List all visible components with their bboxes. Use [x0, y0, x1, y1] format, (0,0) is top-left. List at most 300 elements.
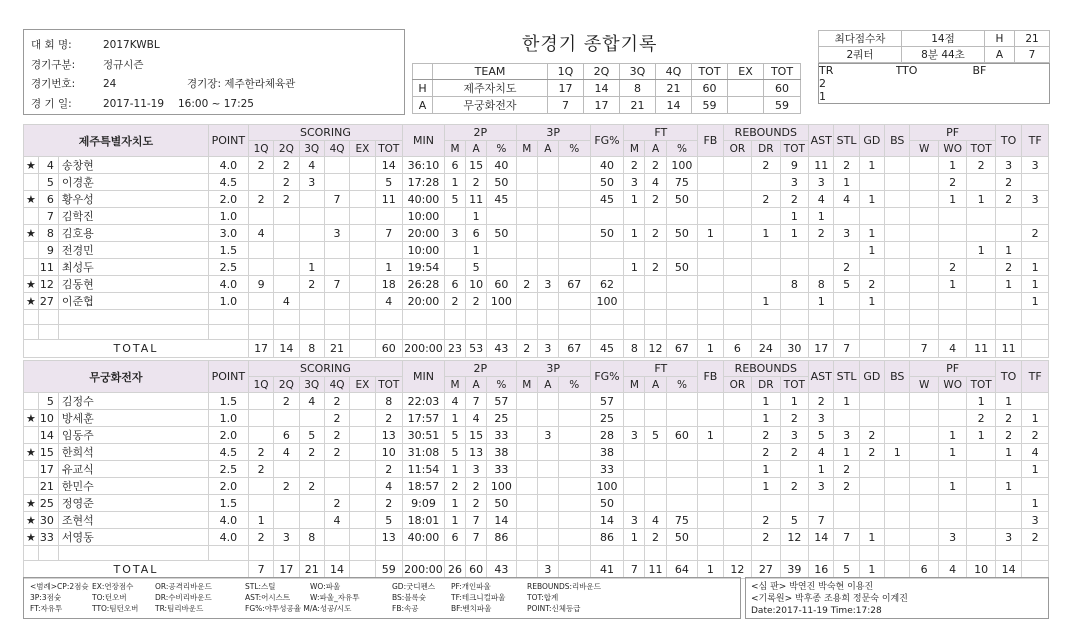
stat-cell: 33	[487, 461, 517, 478]
stat-cell: 2	[967, 410, 996, 427]
stat-cell: 2	[834, 461, 859, 478]
column-subheader: %	[666, 141, 698, 157]
stat-cell	[859, 174, 884, 191]
stat-cell	[910, 242, 939, 259]
stat-cell	[274, 495, 299, 512]
stat-cell: 40:00	[403, 529, 445, 546]
stat-cell	[558, 225, 590, 242]
stat-cell	[723, 478, 752, 495]
stat-cell	[723, 427, 752, 444]
stat-cell	[208, 546, 248, 561]
stat-cell	[403, 546, 445, 561]
stat-cell: 1	[780, 208, 809, 225]
stat-cell	[666, 495, 698, 512]
stat-cell	[208, 325, 248, 340]
stat-cell: 4	[299, 157, 324, 174]
stat-cell	[645, 546, 666, 561]
stat-cell	[516, 512, 537, 529]
starter-mark	[24, 208, 39, 225]
stat-cell: 2	[752, 157, 781, 174]
stat-cell: 2.0	[208, 191, 248, 208]
stat-cell	[558, 495, 590, 512]
total-cell: 3	[537, 340, 558, 358]
stat-cell	[910, 174, 939, 191]
stat-cell: 50	[487, 174, 517, 191]
column-subheader: TOT	[375, 377, 402, 393]
stat-cell	[967, 325, 996, 340]
stat-cell	[487, 242, 517, 259]
player-name: 이경훈	[58, 174, 208, 191]
legend-item: PF:개인파울	[451, 582, 491, 591]
info-label: 경기번호:	[31, 78, 76, 90]
total-cell: 11	[995, 340, 1021, 358]
stat-cell: 45	[487, 191, 517, 208]
stat-cell	[834, 242, 859, 259]
stat-cell	[350, 259, 375, 276]
total-cell: 10	[967, 561, 996, 579]
stat-cell	[537, 174, 558, 191]
stat-cell	[910, 478, 939, 495]
stat-cell: 14	[809, 529, 834, 546]
total-cell: 45	[590, 340, 624, 358]
stat-cell	[780, 259, 809, 276]
total-cell: 14	[995, 561, 1021, 579]
stat-cell: 2	[248, 157, 273, 174]
stat-cell: 1	[859, 293, 884, 310]
player-name: 한민수	[58, 478, 208, 495]
stat-cell	[324, 293, 349, 310]
column-header: POINT	[208, 125, 248, 157]
stat-cell: 60	[487, 276, 517, 293]
column-subheader: 4Q	[324, 377, 349, 393]
total-cell: 60	[375, 340, 402, 358]
total-cell	[1022, 340, 1049, 358]
column-subheader: M	[624, 141, 645, 157]
column-subheader: EX	[350, 377, 375, 393]
stat-cell: 3	[809, 174, 834, 191]
stat-cell	[723, 393, 752, 410]
stat-cell	[324, 259, 349, 276]
stat-cell: 25	[487, 410, 517, 427]
stat-cell	[859, 410, 884, 427]
stat-cell	[809, 259, 834, 276]
stat-cell	[896, 90, 973, 104]
stat-cell: 1	[444, 174, 465, 191]
stat-cell	[723, 157, 752, 174]
column-subheader: M	[624, 377, 645, 393]
stat-cell: 2	[819, 77, 826, 90]
stat-cell	[274, 461, 299, 478]
stat-cell	[752, 325, 781, 340]
stat-cell	[698, 242, 723, 259]
officials-box	[745, 577, 1049, 619]
column-header: TF	[1022, 125, 1049, 157]
stat-cell	[444, 325, 465, 340]
stat-cell: 17:57	[403, 410, 445, 427]
stat-cell	[516, 461, 537, 478]
stat-cell	[324, 208, 349, 225]
stat-cell	[995, 546, 1021, 561]
stat-cell: 2	[624, 157, 645, 174]
player-name: 황우성	[58, 191, 208, 208]
stat-cell	[1022, 310, 1049, 325]
stat-cell	[910, 191, 939, 208]
stat-cell	[995, 325, 1021, 340]
stat-cell: 1	[967, 242, 996, 259]
column-subheader: TOT	[967, 377, 996, 393]
legend-item: DR:수비리바운드	[155, 593, 212, 602]
stat-cell	[516, 495, 537, 512]
stat-cell	[780, 242, 809, 259]
stat-cell	[885, 512, 910, 529]
stat-cell: 3	[834, 427, 859, 444]
stat-cell	[487, 546, 517, 561]
stat-cell: 2	[645, 157, 666, 174]
stat-cell: 2	[834, 259, 859, 276]
stat-cell	[624, 208, 645, 225]
stat-cell: 10	[375, 444, 402, 461]
total-row	[24, 340, 1049, 358]
stat-cell	[809, 242, 834, 259]
stat-cell: 6	[444, 276, 465, 293]
stat-cell	[248, 208, 273, 225]
stat-cell	[537, 225, 558, 242]
stat-cell	[558, 191, 590, 208]
table-header	[24, 125, 1049, 141]
stat-cell: 2	[752, 444, 781, 461]
stat-cell	[324, 310, 349, 325]
stat-cell	[274, 546, 299, 561]
stat-cell: 7	[834, 529, 859, 546]
stat-cell	[624, 495, 645, 512]
stat-cell	[590, 242, 624, 259]
stat-cell	[248, 546, 273, 561]
referees: <심 판> 박연진 박숙현 이용진	[751, 582, 874, 592]
stat-cell	[1022, 208, 1049, 225]
stat-cell	[537, 325, 558, 340]
stat-cell: 31:08	[403, 444, 445, 461]
total-cell: 8	[624, 340, 645, 358]
column-subheader: 3Q	[299, 377, 324, 393]
stat-cell	[537, 512, 558, 529]
stat-cell: 3	[444, 225, 465, 242]
stat-cell: 3	[274, 529, 299, 546]
stat-cell: 100	[590, 478, 624, 495]
stat-cell	[645, 410, 666, 427]
starter-mark	[24, 461, 39, 478]
stat-cell	[645, 461, 666, 478]
stat-cell	[723, 444, 752, 461]
stat-cell: 60	[666, 427, 698, 444]
stat-cell: 4	[1022, 444, 1049, 461]
stat-cell: 1	[299, 259, 324, 276]
stat-cell	[375, 546, 402, 561]
stat-cell: 5	[375, 512, 402, 529]
column-header: EX	[728, 64, 764, 80]
stat-cell: 18:57	[403, 478, 445, 495]
total-cell	[885, 340, 910, 358]
stat-cell: 1	[995, 393, 1021, 410]
stat-cell: 50	[487, 495, 517, 512]
player-row	[24, 495, 1049, 512]
stat-cell: 2	[809, 393, 834, 410]
stat-cell	[516, 427, 537, 444]
stat-cell	[967, 495, 996, 512]
stat-cell	[938, 461, 967, 478]
stat-cell: 5	[444, 444, 465, 461]
legend-item: FT:자유투	[30, 604, 63, 613]
stat-cell: 4.0	[208, 512, 248, 529]
column-header: 3P	[516, 361, 590, 377]
starter-mark	[24, 393, 39, 410]
score-cell: 7	[548, 97, 584, 114]
stat-cell	[516, 208, 537, 225]
stat-cell	[1022, 546, 1049, 561]
player-row	[24, 259, 1049, 276]
total-cell: 4	[938, 340, 967, 358]
stat-cell	[995, 495, 1021, 512]
stat-cell: 2	[274, 157, 299, 174]
stat-cell: 2	[995, 191, 1021, 208]
total-cell	[350, 340, 375, 358]
stat-cell: 33	[590, 461, 624, 478]
total-cell: 7	[910, 340, 939, 358]
stat-cell: 1	[938, 444, 967, 461]
stat-cell	[666, 546, 698, 561]
stat-cell	[967, 174, 996, 191]
stat-cell	[324, 461, 349, 478]
column-subheader: W	[910, 141, 939, 157]
team-score-header	[413, 64, 801, 80]
right-stats-table	[818, 30, 1050, 63]
player-row	[24, 461, 1049, 478]
stat-cell: 2	[859, 276, 884, 293]
stat-cell	[995, 512, 1021, 529]
stat-cell: 1	[809, 208, 834, 225]
stat-cell: 2	[780, 410, 809, 427]
stat-cell: 1	[624, 259, 645, 276]
stat-cell: 2	[1022, 427, 1049, 444]
player-row	[24, 512, 1049, 529]
stat-cell	[859, 310, 884, 325]
stat-cell	[967, 259, 996, 276]
stat-cell	[938, 410, 967, 427]
stat-cell	[723, 495, 752, 512]
stat-cell	[698, 495, 723, 512]
player-name: 전경민	[58, 242, 208, 259]
stat-cell	[666, 325, 698, 340]
max-diff-row	[819, 47, 1050, 63]
stat-cell: 1	[698, 427, 723, 444]
score-cell: 17	[548, 80, 584, 97]
stat-cell	[910, 461, 939, 478]
score-cell: 21	[656, 80, 692, 97]
score-cell	[728, 97, 764, 114]
stat-cell: 2	[375, 495, 402, 512]
team-score-row	[413, 80, 801, 97]
player-row	[24, 427, 1049, 444]
stat-cell	[885, 293, 910, 310]
stat-cell: 2	[780, 478, 809, 495]
player-number: 5	[38, 393, 58, 410]
stat-cell: 2	[299, 276, 324, 293]
stat-cell: 50	[666, 191, 698, 208]
column-subheader: %	[558, 141, 590, 157]
stat-cell: 2	[248, 461, 273, 478]
stat-cell	[624, 478, 645, 495]
stat-cell	[350, 410, 375, 427]
stat-cell: 3.0	[208, 225, 248, 242]
total-cell: 64	[666, 561, 698, 579]
stat-cell	[350, 157, 375, 174]
stat-cell	[698, 293, 723, 310]
stat-cell: 3	[1022, 512, 1049, 529]
column-subheader: A	[537, 141, 558, 157]
stat-cell: 2	[466, 478, 487, 495]
column-subheader: EX	[350, 141, 375, 157]
stat-cell	[516, 529, 537, 546]
starter-mark	[24, 242, 39, 259]
stat-cell	[375, 208, 402, 225]
legend-item: FG%:야투성공율 M/A:성공/시도	[245, 604, 352, 613]
stat-cell: 1	[1022, 410, 1049, 427]
stat-cell	[967, 293, 996, 310]
stat-cell: 7	[466, 529, 487, 546]
stat-cell: 11	[809, 157, 834, 174]
total-cell: 1	[859, 561, 884, 579]
stat-cell	[885, 157, 910, 174]
max-diff-row	[819, 31, 1050, 47]
team-extra-header	[819, 64, 1050, 78]
stat-cell	[624, 293, 645, 310]
stat-cell: 13	[375, 529, 402, 546]
info-row-competition	[31, 36, 404, 56]
stat-cell	[516, 310, 537, 325]
player-name: 임동주	[58, 427, 208, 444]
info-label: 경기구분:	[31, 58, 76, 71]
stat-cell	[466, 325, 487, 340]
stat-cell	[885, 259, 910, 276]
stat-cell: 1	[859, 191, 884, 208]
column-header: 3Q	[620, 64, 656, 80]
stat-cell	[516, 325, 537, 340]
stat-cell	[487, 259, 517, 276]
stat-cell: 1	[834, 393, 859, 410]
stat-cell	[752, 546, 781, 561]
total-cell	[859, 340, 884, 358]
stat-cell	[723, 259, 752, 276]
stat-cell	[698, 157, 723, 174]
column-header	[413, 64, 433, 80]
stat-cell	[590, 546, 624, 561]
score-cell: 60	[764, 80, 801, 97]
stat-cell: 1	[995, 444, 1021, 461]
stat-cell: 11	[375, 191, 402, 208]
stat-cell: 4	[645, 174, 666, 191]
stat-cell	[590, 310, 624, 325]
stat-cell	[910, 208, 939, 225]
stat-cell	[967, 208, 996, 225]
stat-cell	[910, 276, 939, 293]
stat-cell	[537, 461, 558, 478]
starter-mark: ★	[24, 512, 39, 529]
column-header: 2Q	[584, 64, 620, 80]
column-subheader: M	[516, 377, 537, 393]
stat-cell	[698, 546, 723, 561]
stat-cell	[698, 259, 723, 276]
stat-cell	[274, 276, 299, 293]
stat-cell	[516, 174, 537, 191]
total-cell: 53	[466, 340, 487, 358]
stat-cell: 2	[274, 174, 299, 191]
legend-item: POINT:신체등급	[527, 604, 581, 613]
stat-cell	[967, 546, 996, 561]
stat-cell: 14	[375, 157, 402, 174]
stat-cell: 75	[666, 512, 698, 529]
stat-cell: 1	[859, 225, 884, 242]
venue: 경기장: 제주한라체육관	[187, 78, 296, 90]
stat-cell	[752, 495, 781, 512]
stat-cell	[487, 310, 517, 325]
stat-cell	[299, 410, 324, 427]
stat-cell	[624, 410, 645, 427]
player-number: 12	[38, 276, 58, 293]
total-cell: 17	[809, 340, 834, 358]
stat-cell: 2	[645, 191, 666, 208]
stat-cell	[350, 427, 375, 444]
stat-cell	[350, 276, 375, 293]
stat-cell: 1	[938, 427, 967, 444]
stat-cell	[645, 276, 666, 293]
stat-cell: 7	[809, 512, 834, 529]
total-cell: 59	[375, 561, 402, 579]
starter-mark: ★	[24, 225, 39, 242]
stat-cell	[516, 191, 537, 208]
player-number: 27	[38, 293, 58, 310]
team-extra-row	[819, 90, 1050, 104]
player-name	[58, 546, 208, 561]
stat-cell: 2	[466, 495, 487, 512]
stat-cell: 1	[752, 410, 781, 427]
legend-item: TTO:팀턴오버	[92, 604, 139, 613]
team-extra-row	[819, 77, 1050, 90]
stat-cell: 11:54	[403, 461, 445, 478]
player-number: 14	[38, 427, 58, 444]
stat-cell	[248, 427, 273, 444]
game-info-box	[23, 29, 405, 115]
column-header: MIN	[403, 361, 445, 393]
stat-cell: 1	[752, 393, 781, 410]
stat-cell: 13	[375, 427, 402, 444]
stat-cell	[723, 325, 752, 340]
stat-cell: 3	[299, 174, 324, 191]
stat-cell	[558, 410, 590, 427]
stat-cell: 2	[375, 461, 402, 478]
legend-item: STL:스틸	[245, 582, 276, 591]
column-subheader: DR	[752, 377, 781, 393]
stat-cell	[859, 259, 884, 276]
stat-cell: 38	[487, 444, 517, 461]
column-header: FG%	[590, 361, 624, 393]
player-number: 33	[38, 529, 58, 546]
stat-cell	[834, 512, 859, 529]
score-cell: 17	[584, 97, 620, 114]
total-cell: 60	[466, 561, 487, 579]
legend-item: AST:어시스트	[245, 593, 291, 602]
column-header: TOT	[692, 64, 728, 80]
stat-cell: H	[985, 31, 1015, 47]
legend-item: TF:테크니컬파울	[451, 593, 506, 602]
